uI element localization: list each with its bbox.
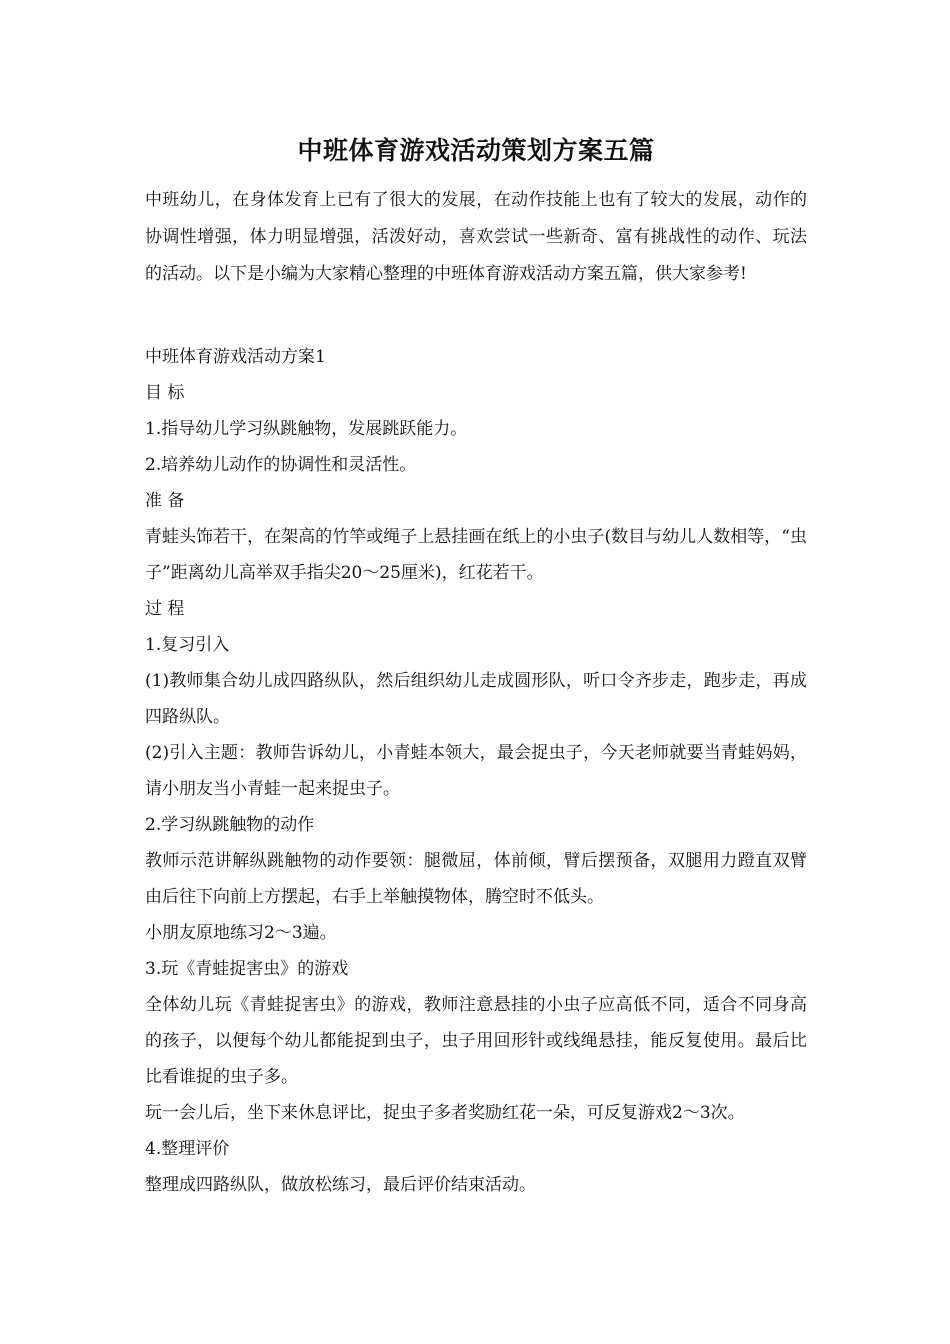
- step-title: 1.复习引入: [145, 635, 230, 655]
- goal-item: 2.培养幼儿动作的协调性和灵活性。: [145, 455, 417, 475]
- step-text: 全体幼儿玩《青蛙捉害虫》的游戏，教师注意悬挂的小虫子应高低不同，适合不同身高的孩子，以便每个幼儿都能捉到虫子，虫子用回形针或线绳悬挂，能反复使用。最后比比看谁捉的虫子多。: [145, 995, 807, 1087]
- step-text: 小朋友原地练习2～3遍。: [145, 923, 337, 943]
- prep-text: 青蛙头饰若干，在架高的竹竿或绳子上悬挂画在纸上的小虫子(数目与幼儿人数相等，“虫子”距离幼儿高举双手指尖20～25厘米)，红花若干。: [145, 527, 807, 583]
- step-title: 4.整理评价: [145, 1139, 230, 1159]
- section-1: [145, 339, 807, 1203]
- goal-label: 目 标: [145, 383, 185, 403]
- step-text: 玩一会儿后，坐下来休息评比，捉虫子多者奖励红花一朵，可反复游戏2～3次。: [145, 1103, 745, 1123]
- goal-item: 1.指导幼儿学习纵跳触物，发展跳跃能力。: [145, 419, 468, 439]
- section-gap: [145, 293, 807, 339]
- document-page: [145, 130, 807, 1203]
- step-text: 整理成四路纵队，做放松练习，最后评价结束活动。: [145, 1175, 536, 1195]
- step-title: 2.学习纵跳触物的动作: [145, 815, 315, 835]
- intro-text: 中班幼儿，在身体发育上已有了很大的发展，在动作技能上也有了较大的发展，动作的协调性增强，体力明显增强，活泼好动，喜欢尝试一些新奇、富有挑战性的动作、玩法的活动。以下是小编为大家精心整理的中班体育游戏活动方案五篇，供大家参考!: [145, 190, 807, 284]
- prep-label: 准 备: [145, 491, 185, 511]
- document-title: 中班体育游戏活动策划方案五篇: [297, 136, 655, 165]
- step-text: 教师示范讲解纵跳触物的动作要领：腿微屈，体前倾，臂后摆预备，双腿用力蹬直双臂由后往下向前上方摆起，右手上举触摸物体，腾空时不低头。: [145, 851, 807, 907]
- step-title: 3.玩《青蛙捉害虫》的游戏: [145, 959, 349, 979]
- step-text: (2)引入主题：教师告诉幼儿，小青蛙本领大，最会捉虫子，今天老师就要当青蛙妈妈，请小朋友当小青蛙一起来捉虫子。: [145, 743, 807, 799]
- intro-paragraph: [145, 182, 807, 293]
- step-text: (1)教师集合幼儿成四路纵队，然后组织幼儿走成圆形队，听口令齐步走，跑步走，再成四路纵队。: [145, 671, 807, 727]
- process-label: 过 程: [145, 599, 185, 619]
- section-heading: 中班体育游戏活动方案1: [145, 347, 326, 367]
